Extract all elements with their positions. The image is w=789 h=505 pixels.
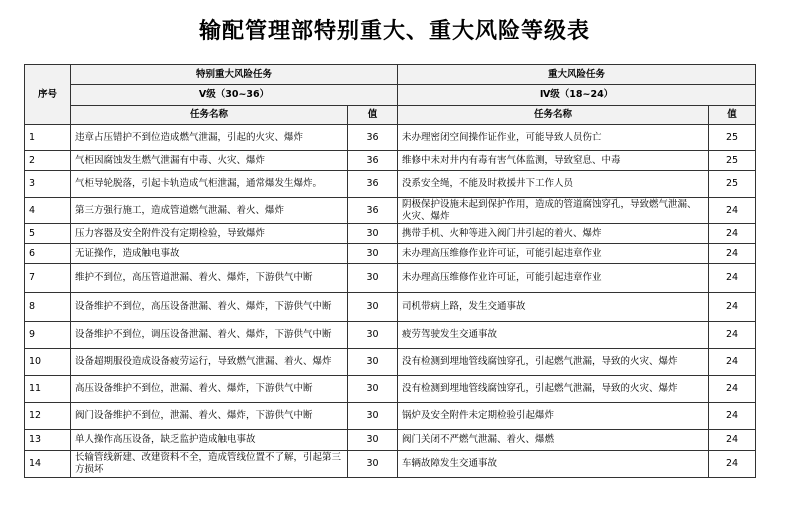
row-number: 4 bbox=[25, 198, 71, 224]
right-task-cell: 未办理高压维修作业许可证，可能引起违章作业 bbox=[398, 264, 709, 293]
left-value-cell: 30 bbox=[348, 403, 398, 430]
table-row bbox=[25, 171, 756, 198]
left-value-cell: 30 bbox=[348, 244, 398, 264]
left-value-cell: 36 bbox=[348, 171, 398, 198]
row-number: 5 bbox=[25, 224, 71, 244]
table-row bbox=[25, 224, 756, 244]
group-right-header: 重大风险任务 bbox=[398, 65, 756, 85]
left-value-cell: 36 bbox=[348, 198, 398, 224]
left-value-cell: 30 bbox=[348, 293, 398, 322]
table-row bbox=[25, 322, 756, 349]
level-left-header: Ⅴ级（30~36） bbox=[71, 85, 398, 106]
row-number: 3 bbox=[25, 171, 71, 198]
left-task-cell: 长输管线新建、改建资料不全，造成管线位置不了解，引起第三方损坏 bbox=[71, 451, 348, 478]
row-number: 6 bbox=[25, 244, 71, 264]
value-left-header: 值 bbox=[348, 106, 398, 125]
left-value-cell: 30 bbox=[348, 322, 398, 349]
left-value-cell: 36 bbox=[348, 151, 398, 171]
left-task-cell: 高压设备维护不到位，泄漏、着火、爆炸，下游供气中断 bbox=[71, 376, 348, 403]
left-task-cell: 违章占压错护不到位造成燃气泄漏，引起的火灾、爆炸 bbox=[71, 125, 348, 151]
row-number: 9 bbox=[25, 322, 71, 349]
right-value-cell: 24 bbox=[709, 349, 756, 376]
left-task-cell: 无证操作，造成触电事故 bbox=[71, 244, 348, 264]
table-row bbox=[25, 376, 756, 403]
left-value-cell: 30 bbox=[348, 430, 398, 451]
risk-table-body bbox=[25, 65, 756, 478]
right-value-cell: 25 bbox=[709, 151, 756, 171]
table-row bbox=[25, 244, 756, 264]
table-row bbox=[25, 151, 756, 171]
table-row bbox=[25, 349, 756, 376]
row-number: 14 bbox=[25, 451, 71, 478]
left-task-cell: 设备维护不到位，高压设备泄漏、着火、爆炸，下游供气中断 bbox=[71, 293, 348, 322]
left-value-cell: 30 bbox=[348, 264, 398, 293]
row-number: 1 bbox=[25, 125, 71, 151]
right-task-cell: 没有检测到埋地管线腐蚀穿孔，引起燃气泄漏，导致的火灾、爆炸 bbox=[398, 349, 709, 376]
risk-level-table bbox=[24, 64, 756, 478]
right-task-cell: 未办理高压维修作业许可证，可能引起违章作业 bbox=[398, 244, 709, 264]
left-value-cell: 36 bbox=[348, 125, 398, 151]
left-task-cell: 气柜导轮脱落，引起卡轨造成气柜泄漏，通常爆发生爆炸。 bbox=[71, 171, 348, 198]
left-task-cell: 维护不到位，高压管道泄漏、着火、爆炸，下游供气中断 bbox=[71, 264, 348, 293]
right-task-cell: 锅炉及安全附件未定期检验引起爆炸 bbox=[398, 403, 709, 430]
right-value-cell: 24 bbox=[709, 376, 756, 403]
right-task-cell: 没有检测到埋地管线腐蚀穿孔，引起燃气泄漏，导致的火灾、爆炸 bbox=[398, 376, 709, 403]
table-row bbox=[25, 451, 756, 478]
table-row bbox=[25, 293, 756, 322]
right-value-cell: 24 bbox=[709, 244, 756, 264]
right-task-cell: 司机带病上路，发生交通事故 bbox=[398, 293, 709, 322]
right-value-cell: 24 bbox=[709, 293, 756, 322]
left-value-cell: 30 bbox=[348, 224, 398, 244]
right-value-cell: 24 bbox=[709, 451, 756, 478]
right-task-cell: 阴极保护设施未起到保护作用，造成的管道腐蚀穿孔，导致燃气泄漏、火灾、爆炸 bbox=[398, 198, 709, 224]
left-task-cell: 单人操作高压设备，缺乏监护造成触电事故 bbox=[71, 430, 348, 451]
right-task-cell: 没系安全绳，不能及时救援井下工作人员 bbox=[398, 171, 709, 198]
table-row bbox=[25, 264, 756, 293]
right-value-cell: 24 bbox=[709, 322, 756, 349]
right-value-cell: 24 bbox=[709, 198, 756, 224]
left-value-cell: 30 bbox=[348, 451, 398, 478]
table-row bbox=[25, 198, 756, 224]
left-value-cell: 30 bbox=[348, 376, 398, 403]
right-task-cell: 车辆故障发生交通事故 bbox=[398, 451, 709, 478]
right-task-cell: 疲劳驾驶发生交通事故 bbox=[398, 322, 709, 349]
right-value-cell: 25 bbox=[709, 125, 756, 151]
left-task-cell: 设备维护不到位，调压设备泄漏、着火、爆炸，下游供气中断 bbox=[71, 322, 348, 349]
row-number: 7 bbox=[25, 264, 71, 293]
right-value-cell: 24 bbox=[709, 430, 756, 451]
header-row-group bbox=[25, 65, 756, 85]
right-task-cell: 维修中未对井内有毒有害气体监测，导致窒息、中毒 bbox=[398, 151, 709, 171]
left-value-cell: 30 bbox=[348, 349, 398, 376]
right-value-cell: 24 bbox=[709, 264, 756, 293]
table-row bbox=[25, 430, 756, 451]
task-name-left-header: 任务名称 bbox=[71, 106, 348, 125]
left-task-cell: 压力容器及安全附件没有定期检验，导致爆炸 bbox=[71, 224, 348, 244]
row-number: 2 bbox=[25, 151, 71, 171]
left-task-cell: 阀门设备维护不到位，泄漏、着火、爆炸，下游供气中断 bbox=[71, 403, 348, 430]
right-task-cell: 携带手机、火种等进入阀门井引起的着火、爆炸 bbox=[398, 224, 709, 244]
row-number: 8 bbox=[25, 293, 71, 322]
right-task-cell: 阀门关闭不严燃气泄漏、着火、爆燃 bbox=[398, 430, 709, 451]
right-value-cell: 24 bbox=[709, 403, 756, 430]
row-number: 13 bbox=[25, 430, 71, 451]
right-value-cell: 24 bbox=[709, 224, 756, 244]
group-left-header: 特别重大风险任务 bbox=[71, 65, 398, 85]
row-number: 10 bbox=[25, 349, 71, 376]
right-value-cell: 25 bbox=[709, 171, 756, 198]
row-number: 12 bbox=[25, 403, 71, 430]
left-task-cell: 气柜因腐蚀发生燃气泄漏有中毒、火灾、爆炸 bbox=[71, 151, 348, 171]
page-title: 输配管理部特别重大、重大风险等级表 bbox=[198, 19, 590, 44]
left-task-cell: 设备超期服役造成设备疲劳运行，导致燃气泄漏、着火、爆炸 bbox=[71, 349, 348, 376]
right-task-cell: 未办理密闭空间操作证作业，可能导致人员伤亡 bbox=[398, 125, 709, 151]
table-row bbox=[25, 403, 756, 430]
row-number: 11 bbox=[25, 376, 71, 403]
table-row bbox=[25, 125, 756, 151]
header-row-level bbox=[25, 85, 756, 106]
value-right-header: 值 bbox=[709, 106, 756, 125]
left-task-cell: 第三方强行施工，造成管道燃气泄漏、着火、爆炸 bbox=[71, 198, 348, 224]
task-name-right-header: 任务名称 bbox=[398, 106, 709, 125]
header-row-columns bbox=[25, 106, 756, 125]
seq-header: 序号 bbox=[25, 65, 71, 125]
level-right-header: Ⅳ级（18~24） bbox=[398, 85, 756, 106]
